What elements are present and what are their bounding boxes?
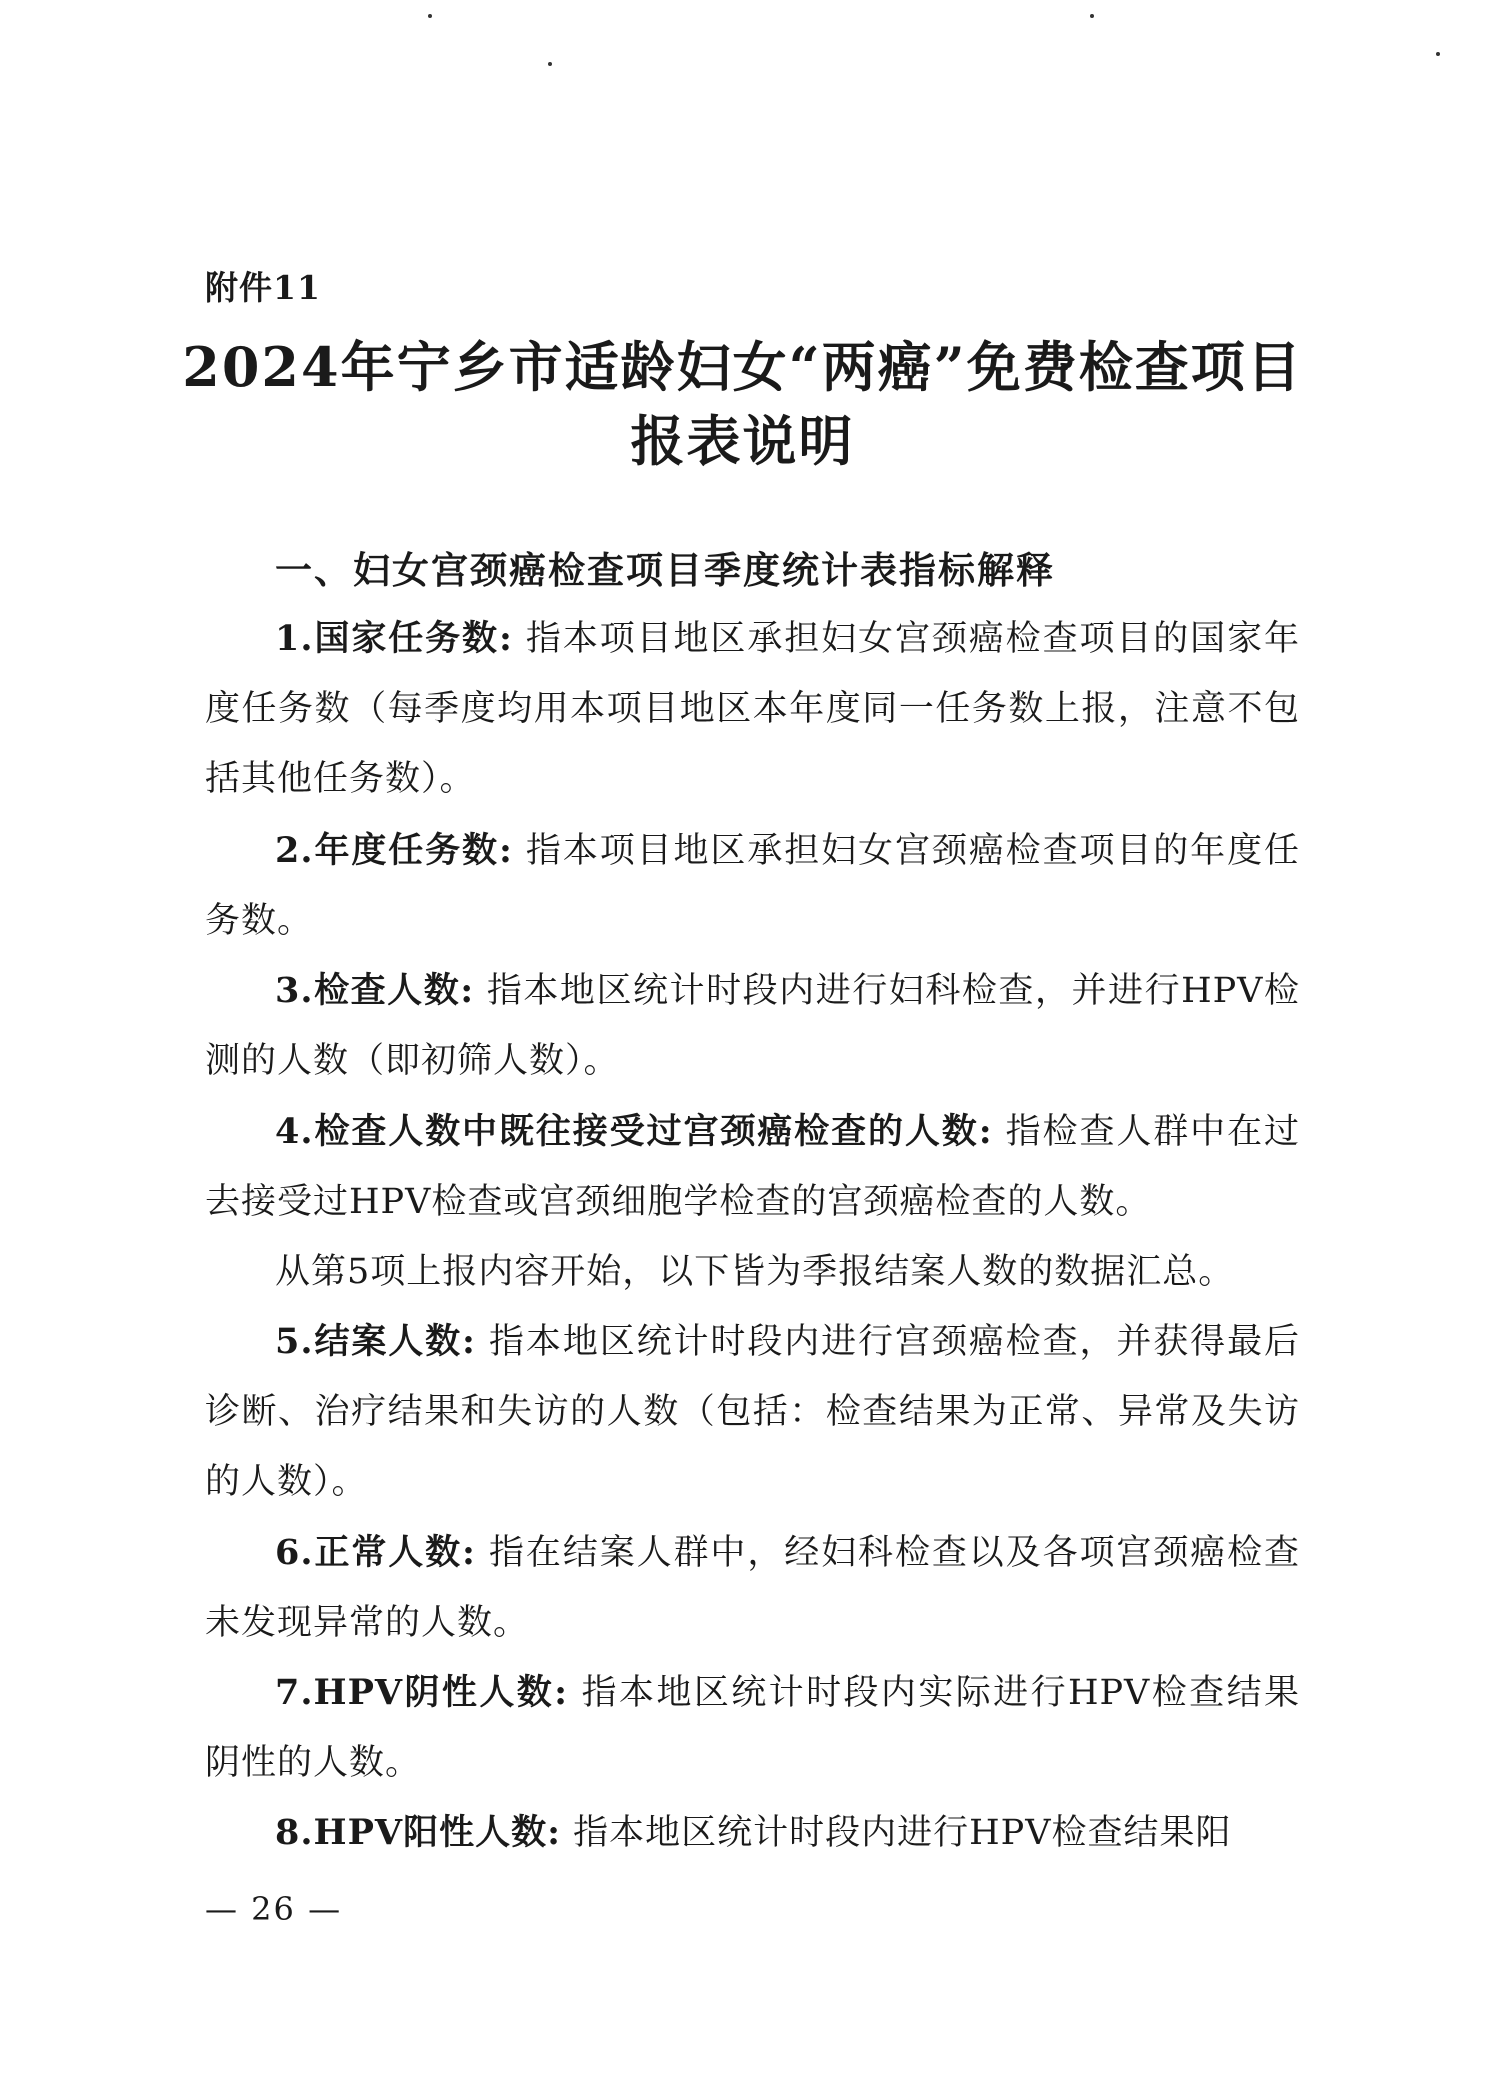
item-8-paragraph <box>205 1798 1300 1868</box>
document-title-line-1: 2024年宁乡市适龄妇女“两癌”免费检查项目 <box>182 335 1303 399</box>
scan-mark <box>428 14 432 18</box>
item-5-paragraph <box>205 1307 1300 1517</box>
item-text: 指本项目地区承担妇女宫颈癌检查项目的国家年度任务数（每季度均用本项目地区本年度同一任务数上报，注意不包括其他任务数）。 <box>205 619 1300 799</box>
scan-mark <box>1436 52 1440 56</box>
item-text: 指在结案人群中，经妇科检查以及各项宫颈癌检查未发现异常的人数。 <box>205 1533 1300 1643</box>
item-1-paragraph <box>205 604 1300 814</box>
page-number: — 26 — <box>205 1890 343 1928</box>
item-3-paragraph <box>205 956 1300 1096</box>
item-term: 6.正常人数: <box>275 1532 476 1573</box>
item-text: 指本地区统计时段内实际进行HPV检查结果阴性的人数。 <box>205 1673 1300 1783</box>
note-paragraph <box>205 1237 1300 1307</box>
item-term: 5.结案人数: <box>275 1321 476 1362</box>
attachment-label: 附件11 <box>205 268 321 307</box>
item-7-paragraph <box>205 1658 1300 1798</box>
document-title-line-2: 报表说明 <box>630 409 855 473</box>
item-text: 指本地区统计时段内进行HPV检查结果阳 <box>561 1813 1232 1853</box>
item-term: 7.HPV阴性人数: <box>275 1672 569 1713</box>
note-text: 从第5项上报内容开始，以下皆为季报结案人数的数据汇总。 <box>275 1252 1235 1292</box>
item-term: 4.检查人数中既往接受过宫颈癌检查的人数: <box>275 1111 993 1152</box>
scan-mark <box>1090 14 1094 18</box>
item-text: 指本地区统计时段内进行妇科检查，并进行HPV检测的人数（即初筛人数）。 <box>205 971 1300 1081</box>
item-term: 8.HPV阳性人数: <box>275 1812 562 1853</box>
item-term: 2.年度任务数: <box>275 830 513 871</box>
section-heading: 一、妇女宫颈癌检查项目季度统计表指标解释 <box>275 548 1055 592</box>
scan-mark <box>548 62 552 66</box>
item-text: 指本地区统计时段内进行宫颈癌检查，并获得最后诊断、治疗结果和失访的人数（包括：检查结果为正常、异常及失访的人数）。 <box>205 1322 1300 1502</box>
item-text: 指检查人群中在过去接受过HPV检查或宫颈细胞学检查的宫颈癌检查的人数。 <box>205 1112 1300 1222</box>
item-6-paragraph <box>205 1518 1300 1658</box>
item-4-paragraph <box>205 1097 1300 1237</box>
item-2-paragraph <box>205 816 1300 956</box>
item-text: 指本项目地区承担妇女宫颈癌检查项目的年度任务数。 <box>205 831 1300 941</box>
item-term: 3.检查人数: <box>275 970 475 1011</box>
item-term: 1.国家任务数: <box>275 618 513 659</box>
